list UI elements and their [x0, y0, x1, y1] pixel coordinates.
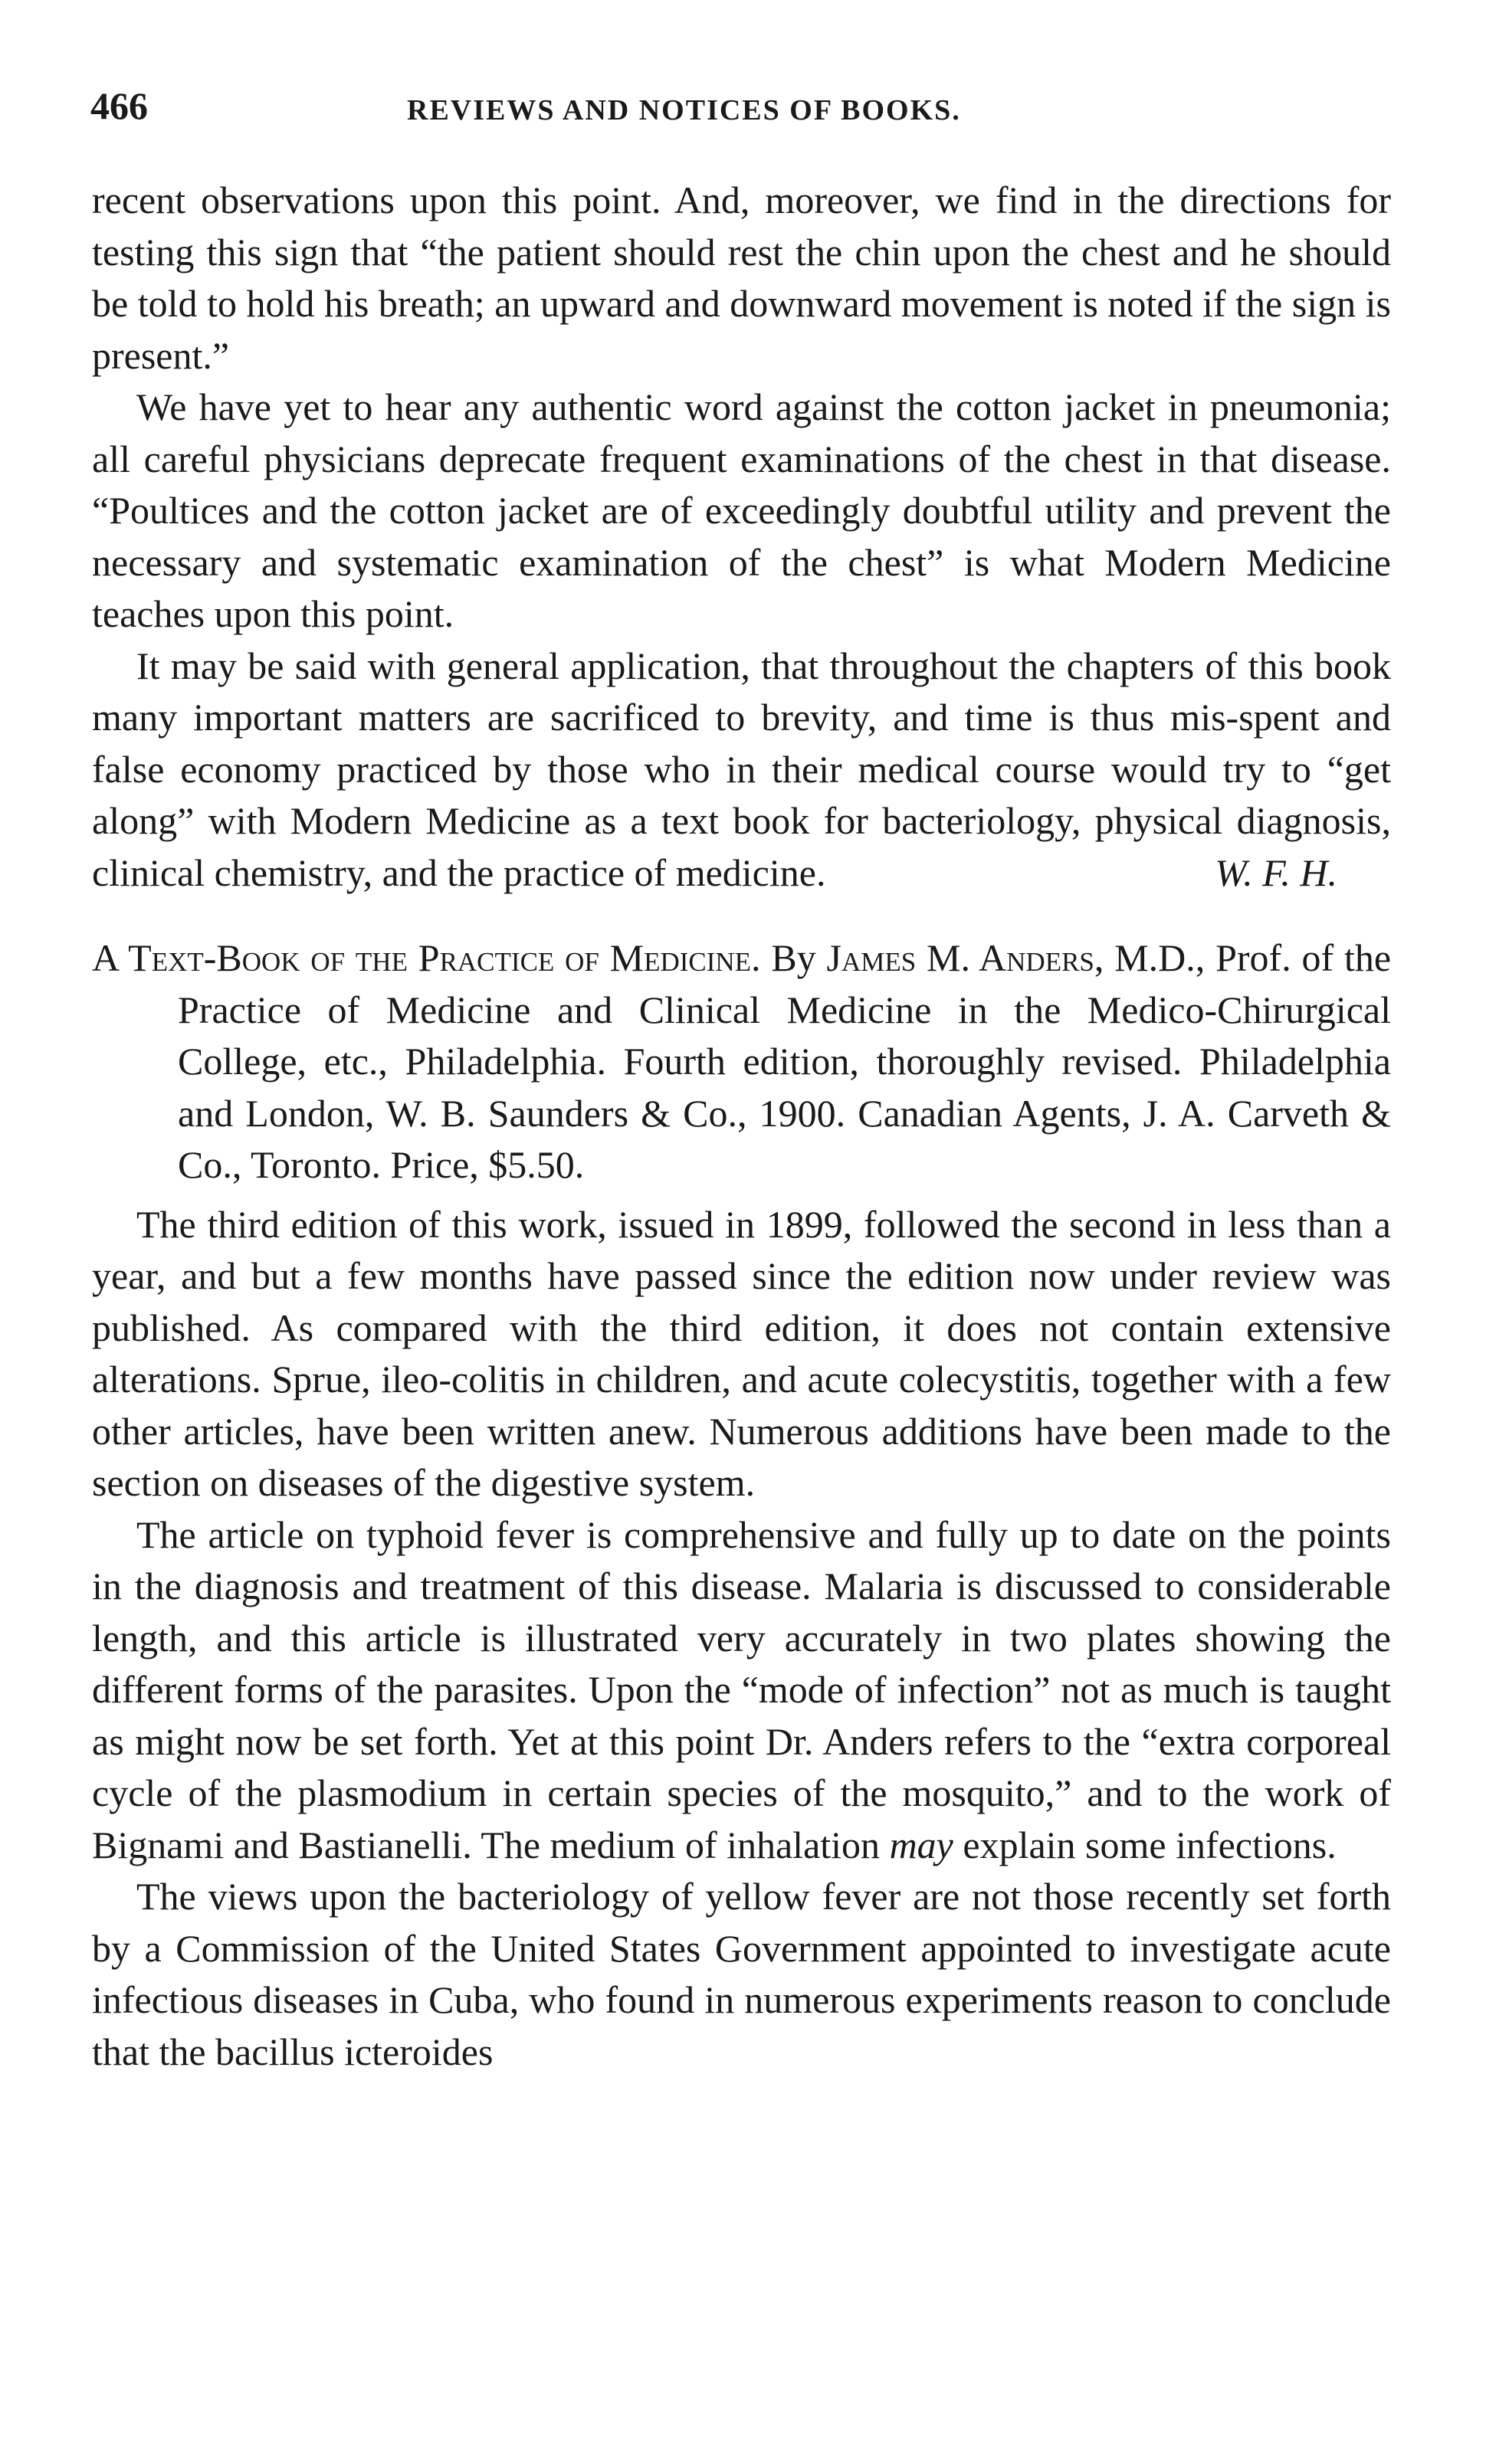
paragraph-typhoid-end: explain some infections. — [963, 1823, 1337, 1866]
paragraph-cotton-jacket: We have yet to hear any authentic word against the cotton jacket in pneumonia; all careful physicians deprecate frequent examinations of the chest in that disease. “Poultices and the cotton jacket are of exceedingly doubtful utility and prevent the necessary and systematic examination of the chest” is what Modern Medicine teaches upon this point. — [92, 385, 1391, 635]
page-number: 466 — [90, 84, 148, 127]
book-notice — [92, 932, 1391, 1191]
reviewer-signature: W. F. H. — [1215, 850, 1337, 894]
book-author: James M. Anders, — [826, 936, 1104, 979]
book-details: M.D., Prof. of the Practice of Medicine and Clinical Medicine in the Medico-Chirurgical College, etc., Philadelphia. Fourth edition, thoroughly revised. Philadelphia and London, W. B. Saunders & Co., 1900. Canadian Agents, J. A. Carveth & Co., Toronto. Price, $5.50. — [178, 936, 1392, 1186]
emphasis-may: may — [889, 1823, 953, 1866]
paragraph-continued: recent observations upon this point. And, moreover, we find in the directions for testing this sign that “the patient should rest the chin upon the chest and he should be told to hold his breath; an upward and downward movement is noted if the sign is present.” — [92, 179, 1391, 377]
paragraph-third-edition: The third edition of this work, issued in 1899, followed the second in less than a year, and but a few months have passed since the edition now under review was published. As compared with the third edition, it does not contain extensive alterations. Sprue, ileo-colitis in children, and acute colecystitis, together with a few other articles, have been written anew. Numerous additions have been made to the section on diseases of the digestive system. — [92, 1202, 1391, 1504]
paragraph-typhoid-text: The article on typhoid fever is comprehensive and fully up to date on the points in the diagnosis and treatment of this disease. Malaria is discussed to considerable length, and this article is illustrated very accurately in two plates showing the different forms of the parasites. Upon the “mode of infection” not as much is taught as might now be set forth. Yet at this point Dr. Anders refers to the “extra corporeal cycle of the plasmodium in certain species of the mosquito,” and to the work of Bignami and Bastianelli. The medium of inhalation — [92, 1512, 1391, 1866]
book-notice-article: A — [92, 936, 118, 979]
book-notice-by: By — [771, 936, 816, 979]
book-title: Text-Book of the Practice of Medicine. — [128, 936, 761, 979]
paragraph-typhoid-malaria — [92, 1509, 1391, 1872]
running-title: REVIEWS AND NOTICES OF BOOKS. — [407, 94, 961, 126]
paragraph-general-application-text: It may be said with general application, that throughout the chapters of this book many important matters are sacrificed to brevity, and time is thus mis-spent and false economy practiced by those who in their medical course would try to “get along” with Modern Medicine as a text book for bacteriology, physical diagnosis, clinical chemistry, and the practice of medicine. — [92, 644, 1391, 894]
page-body — [92, 175, 1391, 2078]
running-header — [90, 83, 1393, 129]
paragraph-general-application — [92, 641, 1391, 899]
paragraph-yellow-fever: The views upon the bacteriology of yellow fever are not those recently set forth by a Commission of the United States Government appointed to investigate acute infectious diseases in Cuba, who found in numerous experiments reason to conclude that the bacillus icteroides — [92, 1875, 1391, 2073]
